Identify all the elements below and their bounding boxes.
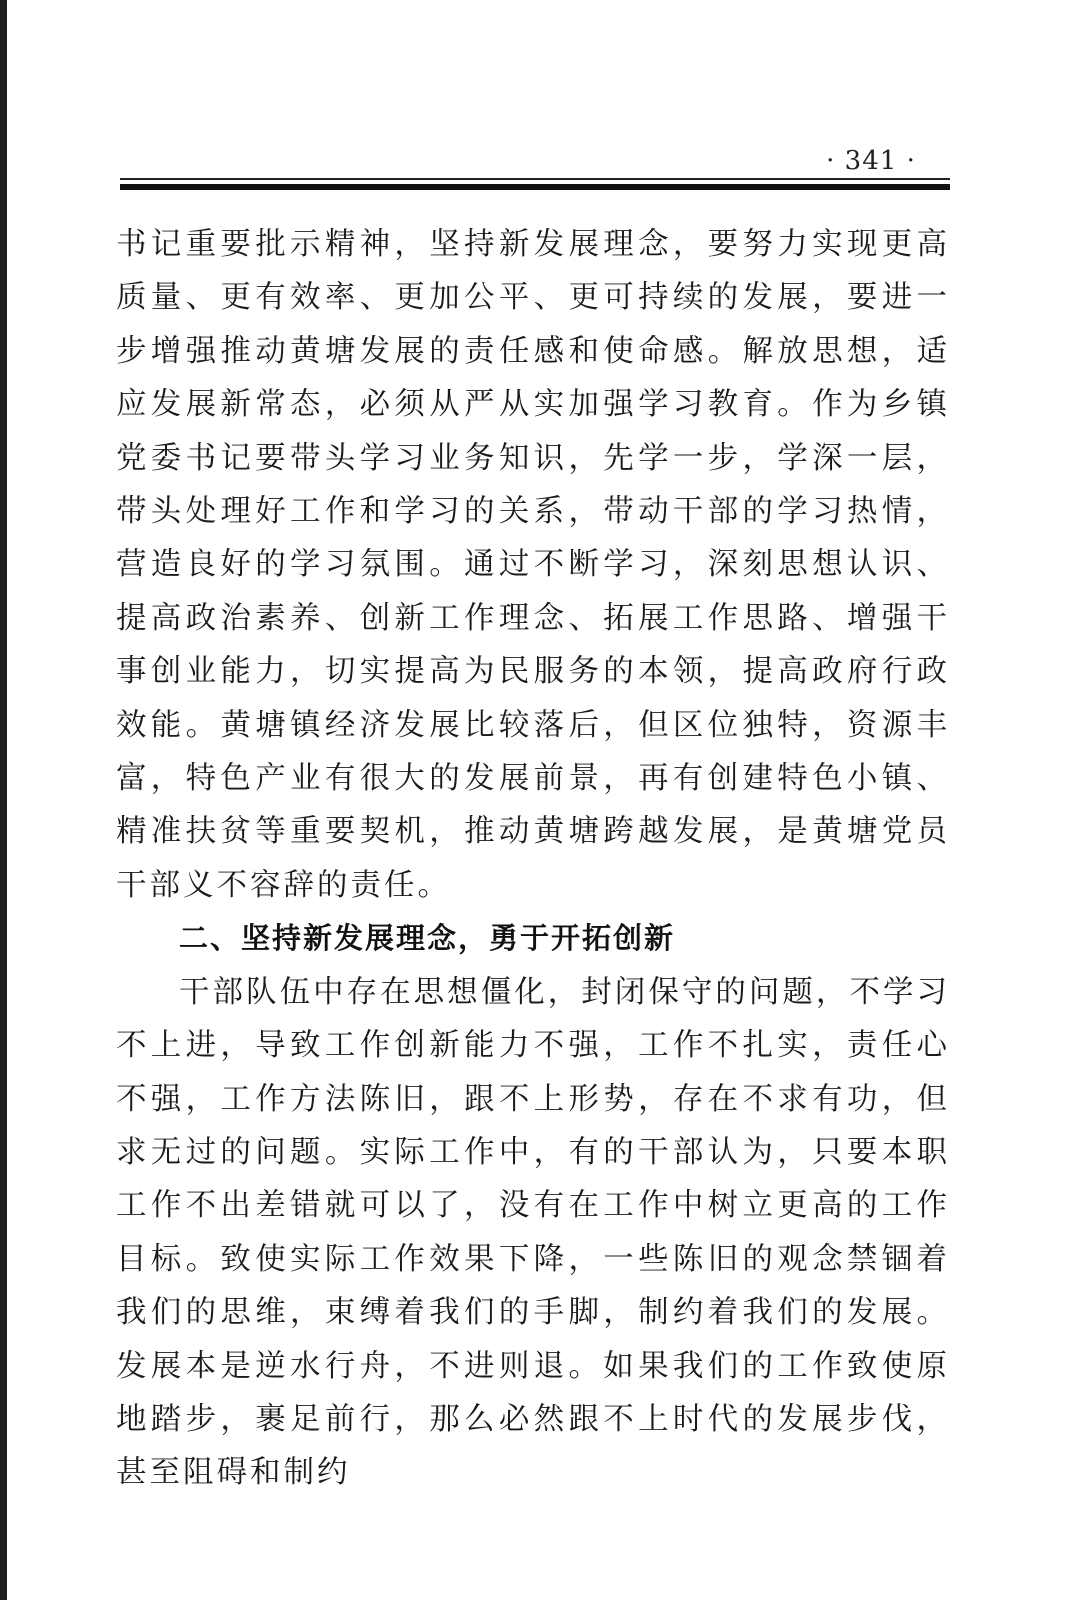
header-rule-thin <box>120 178 950 180</box>
body-paragraph-2: 干部队伍中存在思想僵化，封闭保守的问题，不学习不上进，导致工作创新能力不强，工作不扎实，责任心不强，工作方法陈旧，跟不上形势，存在不求有功，但求无过的问题。实际工作中，有的干部认为，只要本职工作不出差错就可以了，没有在工作中树立更高的工作目标。致使实际工作效果下降，一些陈旧的观念禁锢着我们的思维，束缚着我们的手脚，制约着我们的发展。发展本是逆水行舟，不进则退。如果我们的工作致使原地踏步，裹足前行，那么必然跟不上时代的发展步伐，甚至阻碍和制约 <box>116 974 950 1491</box>
body-paragraph-1: 书记重要批示精神，坚持新发展理念，要努力实现更高质量、更有效率、更加公平、更可持续的发展，要进一步增强推动黄塘发展的责任感和使命感。解放思想，适应发展新常态，必须从严从实加强学习教育。作为乡镇党委书记要带头学习业务知识，先学一步，学深一层，带头处理好工作和学习的关系，带动干部的学习热情，营造良好的学习氛围。通过不断学习，深刻思想认识、提高政治素养、创新工作理念、拓展工作思路、增强干事创业能力，切实提高为民服务的本领，提高政府行政效能。黄塘镇经济发展比较落后，但区位独特，资源丰富，特色产业有很大的发展前景，再有创建特色小镇、精准扶贫等重要契机，推动黄塘跨越发展，是黄塘党员干部义不容辞的责任。 <box>116 227 950 903</box>
scan-edge <box>0 0 7 1600</box>
page-body <box>116 218 950 1500</box>
header-rule-thick <box>120 184 950 190</box>
section-heading: 二、坚持新发展理念，勇于开拓创新 <box>179 921 676 956</box>
page-number: · 341 · <box>826 146 916 176</box>
